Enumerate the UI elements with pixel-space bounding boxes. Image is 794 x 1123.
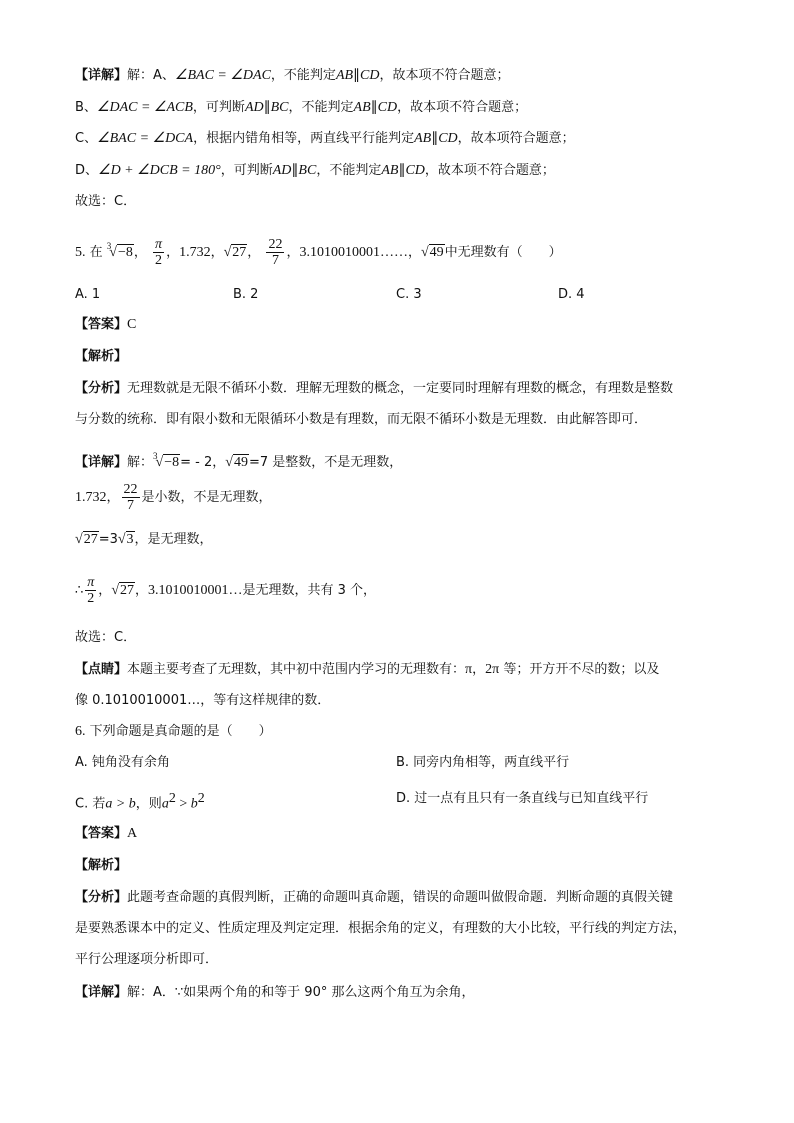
q5-detail-2: 1.732， $\frac{22}{7}$ 是小数，不是无理数， [75,482,272,513]
fraction-22-over-7: $\frac{22}{7}$ [268,237,283,268]
prev-detail-line-a: 【详解】解：A、∠BAC = ∠DAC，不能判定AB∥CD，故本项不符合题意； [75,68,510,83]
q6-answer: 【答案】A [75,826,138,841]
q6-stem: 6. 下列命题是真命题的是（ ） [75,724,272,739]
q6-analysis-tag: 【解析】 [75,858,128,873]
q6-option-c: C. 若a > b，则$a^2 > b^2$ [75,791,205,812]
q6-fenxi-1: 【分析】此题考查命题的真假判断，正确的命题叫真命题，错误的命题叫做假命题．判断命题的真假关键 [75,890,674,905]
q5-option-d: D. 4 [558,287,585,302]
q5-choice: 故选：C． [75,630,137,645]
q6-fenxi-3: 平行公理逐项分析即可． [75,952,219,967]
q6-option-b: B. 同旁内角相等，两直线平行 [396,755,570,770]
question-number: 5. [75,245,86,260]
question-number: 6. [75,724,86,739]
q6-option-a: A. 钝角没有余角 [75,755,170,770]
q6-detail-1: 【详解】解：A．∵如果两个角的和等于 90° 那么这两个角互为余角， [75,985,475,1000]
q5-dianjing-2: 像 0.1010010001…，等有这样规律的数． [75,693,331,708]
sqrt-27: √27 [223,245,247,260]
prev-detail-line-b: B、∠DAC = ∠ACB，可判断AD∥BC，不能判定AB∥CD，故本项不符合题意； [75,100,528,115]
q5-detail-3: √27=3√3，是无理数， [75,532,213,547]
cube-root: $^3$√−8 [106,241,133,260]
q5-fenxi-1: 【分析】无理数就是无限不循环小数．理解无理数的概念，一定要同时理解有理数的概念，有理数是整数 [75,381,674,396]
q5-dianjing-1: 【点睛】本题主要考查了无理数，其中初中范围内学习的无理数有：π，2π 等；开方开不尽的数；以及 [75,662,660,677]
q5-fenxi-2: 与分数的统称．即有限小数和无限循环小数是有理数，而无限不循环小数是无理数．由此解答即可． [75,412,648,427]
sqrt-49: √49 [420,245,444,260]
fraction-pi-over-2: $\frac{\pi}{2}$ [155,237,163,268]
q6-option-d: D. 过一点有且只有一条直线与已知直线平行 [396,791,649,806]
q5-stem: 5. 在 $^3$√−8， $\frac{\pi}{2}$ ，1.732，√27， $\frac{22}{7}$ ，3.1010010001……，√49中无理数有（ ） [75,237,562,268]
q5-option-a: A. 1 [75,287,101,302]
q5-answer: 【答案】C [75,317,137,332]
q5-option-b: B. 2 [233,287,259,302]
prev-detail-line-c: C、∠BAC = ∠DCA，根据内错角相等，两直线平行能判定AB∥CD，故本项符合题意； [75,131,575,146]
q5-detail-4: ∴ $\frac{\pi}{2}$ ，√27，3.1010010001…是无理数，共有 3 个， [75,575,377,606]
detail-tag: 【详解】 [75,68,128,83]
q6-fenxi-2: 是要熟悉课本中的定义、性质定理及判定定理．根据余角的定义，有理数的大小比较，平行线的判定方法， [75,921,687,936]
prev-detail-line-d: D、∠D + ∠DCB = 180°，可判断AD∥BC，不能判定AB∥CD，故本项不符合题意； [75,163,555,178]
q5-option-c: C. 3 [396,287,422,302]
q5-detail-1: 【详解】解：$^3$√−8= - 2，√49=7 是整数，不是无理数， [75,451,403,470]
q5-analysis-tag: 【解析】 [75,349,128,364]
prev-choice: 故选：C． [75,194,137,209]
